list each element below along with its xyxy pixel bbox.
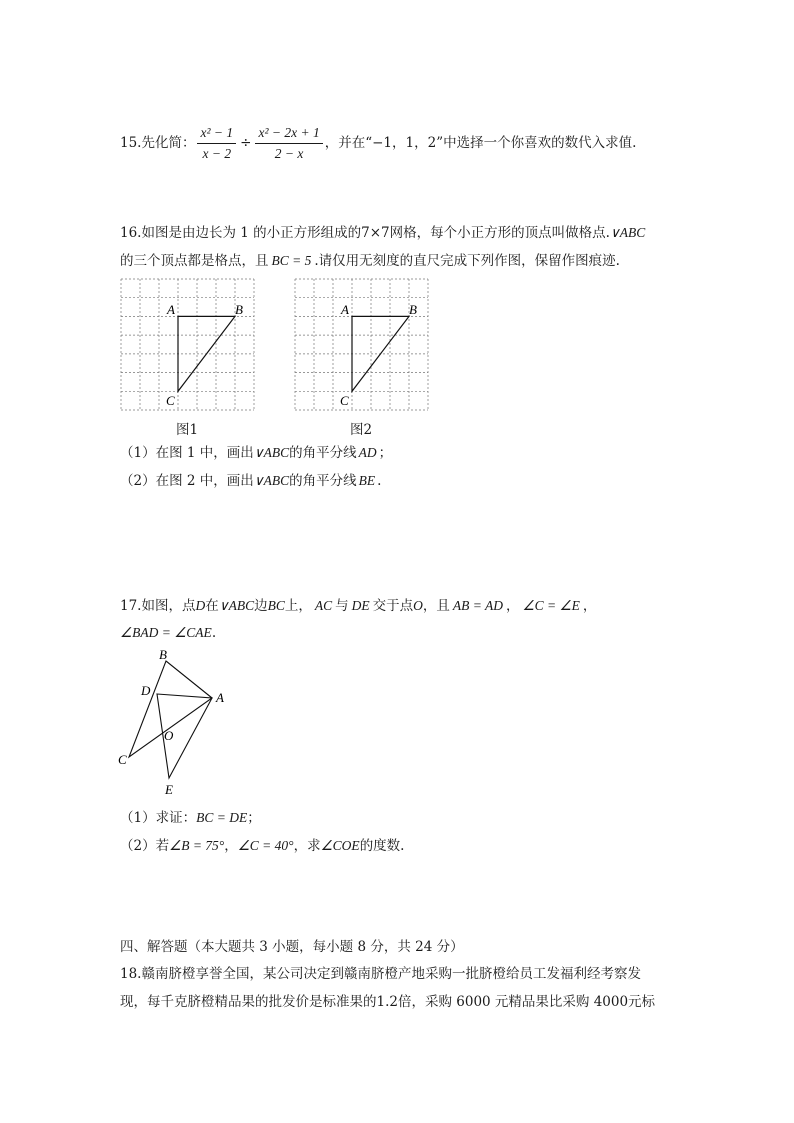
q17-sub2-eq1: ∠B = 75° <box>169 838 225 853</box>
q17-sub-2 <box>120 836 404 856</box>
q17-sub1-eq: BC = DE <box>196 810 248 825</box>
q17-sub2-t3: ，求 <box>293 838 321 854</box>
q17-t10: . <box>211 625 217 641</box>
q16-sub2-text: （2）在图 2 中，画出 <box>120 473 254 489</box>
q16-text-2a: 的三个顶点都是格点，且 <box>120 253 269 269</box>
label-c: C <box>340 393 349 408</box>
q15-fraction-1 <box>197 123 236 164</box>
q17-seg-bc: BC <box>267 598 285 613</box>
q16-sub1-segment: AD <box>358 445 377 460</box>
q16-sub-1 <box>120 443 392 463</box>
q17-t2: 在 <box>205 598 219 614</box>
q17-t4: 上， <box>284 598 312 614</box>
q17-point-o: O <box>413 598 423 613</box>
q15-line <box>120 121 636 165</box>
q16-sub2-segment: BE <box>358 473 376 488</box>
label-b: B <box>159 647 167 662</box>
q17-sub-1 <box>120 808 261 828</box>
q15-frac2-denominator: 2 − x <box>274 146 304 161</box>
q17-triangle: ∨ABC <box>218 598 255 613</box>
q17-t1: 17.如图，点 <box>120 598 196 614</box>
label-a: A <box>216 690 224 705</box>
q16-sub1-end: ； <box>378 445 393 461</box>
grid-lines <box>121 279 254 410</box>
q16-sub-2 <box>120 471 381 491</box>
q17-line-1 <box>120 596 596 616</box>
q16-line-2 <box>120 251 620 271</box>
q15-frac1-numerator: x² − 1 <box>197 123 236 144</box>
label-c: C <box>166 393 175 408</box>
q16-sub2-end: . <box>377 473 382 489</box>
q15-frac2-numerator: x² − 2x + 1 <box>255 123 322 144</box>
q17-sub2-t4: 的度数. <box>359 838 405 854</box>
q17-sub2-eq2: ∠C = 40° <box>237 838 294 853</box>
q17-sub2-t2: ， <box>224 838 238 854</box>
q18-line-2: 现，每千克脐橙精品果的批发价是标准果的1.2倍，采购 6000 元精品果比采购 4000元标 <box>120 994 656 1010</box>
q16-figure-1-caption: 图1 <box>176 422 199 438</box>
q16-sub2-text-b: 的角平分线 <box>289 473 357 489</box>
q15-fraction-2 <box>255 123 322 164</box>
q16-text-1: 16.如图是由边长为 1 的小正方形组成的7×7网格，每个小正方形的顶点叫做格点. <box>120 225 610 241</box>
q16-figure-1 <box>114 273 264 417</box>
q16-line-1 <box>120 223 645 243</box>
q17-sub2-angle: ∠COE <box>320 838 360 853</box>
q17-t5: 与 <box>335 598 349 614</box>
q17-sub2-text: （2）若 <box>120 838 170 854</box>
q17-seg-ac: AC <box>314 598 333 613</box>
section-4-heading: 四、解答题（本大题共 3 小题，每小题 8 分，共 24 分） <box>120 939 464 955</box>
q17-sub1-text: （1）求证： <box>120 810 197 826</box>
q16-figure-2 <box>288 273 438 417</box>
q16-text-2b: .请仅用无刻度的直尺完成下列作图，保留作图痕迹. <box>314 253 620 269</box>
label-d: D <box>141 683 151 698</box>
q15-divide-sign: ÷ <box>240 135 252 151</box>
q16-sub2-triangle: ∨ABC <box>253 473 290 488</box>
segment-ab <box>166 661 212 698</box>
q17-t7: ，且 <box>422 598 450 614</box>
q17-eq-angle-c-e: ∠C = ∠E <box>522 598 580 613</box>
label-b: B <box>409 302 417 317</box>
q16-triangle: ∨ABC <box>609 225 646 240</box>
q17-sub1-end: ； <box>247 810 261 826</box>
q17-seg-de: DE <box>351 598 370 613</box>
grid-lines <box>295 279 428 410</box>
q17-t3: 边 <box>254 598 268 614</box>
q16-sub1-text: （1）在图 1 中，画出 <box>120 445 254 461</box>
q16-sub1-triangle: ∨ABC <box>253 445 290 460</box>
q17-figure <box>112 645 242 800</box>
q16-bc-equation: BC = 5 <box>271 253 312 268</box>
label-b: B <box>235 302 243 317</box>
q17-eq-angle-bad-cae: ∠BAD = ∠CAE <box>120 625 212 640</box>
q17-point-d: D <box>195 598 206 613</box>
label-c: C <box>118 752 127 767</box>
label-a: A <box>167 302 175 317</box>
q17-line-2 <box>120 623 216 643</box>
q15-suffix: ，并在“−1，1，2”中选择一个你喜欢的数代入求值. <box>324 135 637 151</box>
label-e: E <box>165 782 173 797</box>
q17-eq-ab-ad: AB = AD <box>452 598 504 613</box>
q16-figure-2-caption: 图2 <box>350 422 373 438</box>
label-o: O <box>164 728 174 743</box>
q17-t9: ， <box>582 598 597 614</box>
label-a: A <box>341 302 349 317</box>
q15-frac1-denominator: x − 2 <box>202 146 232 161</box>
q17-t6: 交于点 <box>372 598 414 614</box>
q15-prefix: 15.先化简： <box>120 135 196 151</box>
q17-t8: ， <box>506 598 520 614</box>
q16-sub1-text-b: 的角平分线 <box>289 445 357 461</box>
q18-line-1: 18.赣南脐橙享誉全国，某公司决定到赣南脐橙产地采购一批脐橙给员工发福利经考察发 <box>120 966 641 982</box>
